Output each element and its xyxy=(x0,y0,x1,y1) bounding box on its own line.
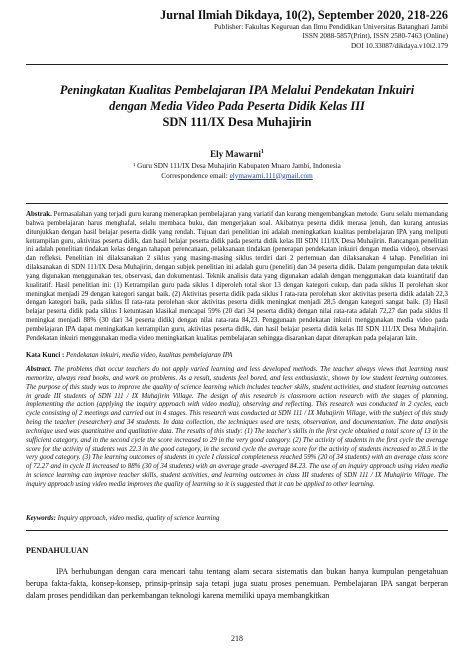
abstract-label: Abstract. xyxy=(26,366,52,373)
page-number: 218 xyxy=(231,634,243,643)
abstract-text: The problems that occur teachers do not apply varied learning and less developed methods. The teacher always views that learning must memorize, always read books, and work on problems. As a result, students feel bored, and less enthusiastic, shown by low student learning outcomes. The purpose of this study was to improve the quality of science learning which includes teacher skills, student activities, and student learning outcomes in grade III students of SDN 111 / IX Muhajirin Village. The design of this research is classroom action research with the stages of planning, implementing the action (applying the inquiry approach with video media), observing and reflecting. This research was conducted in 2 cycles, each cycle consisting of 2 meetings and carried out in 4 stages. This research was conducted at SDN 111 / IX Muhajirin Village, with the subject of this study being the teacher (researcher) and 34 students. In data collection, the techniques used are tests, observation, and documentation. The data analysis technique used was quantitative and qualitative data. The results of this study: (1) The teacher's skills in the first cycle obtained a total score of 13 in the sufficient category, and in the second cycle the score increased to 29 in the very good category. (2) The activity of students in the first cycle the average score for the activity of students was 22.3 in the good category, in the second cycle the average score for the activity of students increased to 28.5 in the very good category. (3) The learning outcomes of students in cycle I classical completeness reached 59% (20 of 34 students) with an average class score of 72.27 and in cycle II increased to 88% (30 of 34 students) with an average grade -averaged 84.23. The use of an inquiry approach using video media in science learning can improve teacher skills, student activities, and learning outcomes in class III students of SDN 111 / IX Muhajirin Village. The inquiry approach using video media improves the quality of learning so it is suggested that it can be applied to other learning. xyxy=(26,366,448,488)
header-divider xyxy=(26,64,448,65)
title-line-1: Peningkatan Kualitas Pembelajaran IPA Melalui Pendekatan Inkuiri xyxy=(59,83,415,97)
abstract-block xyxy=(26,366,448,490)
keywords-block xyxy=(26,515,448,524)
correspondence-line xyxy=(0,172,474,182)
keywords-text: Inquiry approach, video media, quality of science learning xyxy=(57,515,220,522)
correspondence-email-link[interactable]: elymawarni.111@gmail.com xyxy=(229,171,313,180)
abstract-top-divider xyxy=(26,203,448,204)
journal-header xyxy=(18,8,448,51)
section-heading: PENDAHULUAN xyxy=(26,546,89,555)
title-line-2: dengan Media Video Pada Peserta Didik Kelas III xyxy=(109,99,365,114)
kata-kunci-label: Kata Kunci : xyxy=(26,352,65,359)
abstrak-block xyxy=(26,211,448,344)
journal-title: Jurnal Ilmiah Dikdaya, 10(2), September 2020, 218-226 xyxy=(160,8,448,22)
author-name-text: Ely Mawarni xyxy=(210,149,261,159)
author-superscript: 1 xyxy=(260,149,264,155)
journal-publisher: Publisher: Fakultas Keguruan dan Ilmu Pendidikan Universitas Batanghari Jambi xyxy=(214,23,448,31)
affiliation-text: ¹ Guru SDN 111/IX Desa Muhajirin Kabupaten Muaro Jambi, Indonesia xyxy=(133,162,341,170)
author-affiliation xyxy=(0,162,474,181)
abstrak-label: Abstrak. xyxy=(26,211,52,218)
abstrak-text: Permasalahan yang terjadi guru kurang menerapkan pembelajaran yang variatif dan kurang mengembangkan metode. Guru selalu memandang bahwa pembelajaran harus menghafal, selalu membaca buku, dan mengerjakan soal. Akibatnya peserta didik merasa jenuh, dan kurang antusias ditunjukkan dengan hasil belajar peserta didik yang rendah. Tujuan dari penelitian ini adalah meningkatkan kualitas pembelajaran IPA yang meliputi ketrampilan guru, aktivitas peserta didik, dan hasil belajar peserta didik pada peserta didik kelas III SDN 111/IX Desa Muhajirin. Rancangan penelitian ini adalah penelitian tindakan kelas dengan tahapan perencanaan, pelaksanaan tindakan (penerapan pendekatan inkuiri dengan media video), observasi dan refleksi. Penelitian ini dilaksanakan 2 siklus yang masing-masing siklus terdiri dari 2 pertemuan dan dilaksanakan 4 tahap. Penelitian ini dilaksanakan di SDN 111/IX Desa Muhajirin, dengan subjek penelitian ini adalah guru (peneliti) dan 34 peserta didik. Dalam pengumpulan data teknik yang digunakan menggunakan tes, observasi, dan dokumentasi. Teknik analisis data yang digunakan adalah dengan menggunakan data kuantitatif dan kualitatif. Hasil penelitian ini: (1) Ketrampilan guru pada siklus I diperoleh total skor 13 dengan kategori cukup, dan pada siklus II perolehan skor meningkat menjadi 29 dengan kategori sangat baik. (2) Aktivitas peserta didik pada siklus I rata-rata perolehan skor aktivitas peserta didik adalah 22,3 dengan kategori baik, pada siklus II rata-rata perolehan skor aktivitas peserta didik meningkat menjadi 28,5 dengan kategori sangat baik. (3) Hasil belajar peserta didik pada siklus I ketuntasan klasikal mencapai 59% (20 dari 34 peserta didik) dengan nilai rata-rata adalah 72,27 dan pada siklus II meningkat menjadi 88% (30 dari 34 peserta didik) dengan nilai rata-rata 84,23. Penggunaan pendekatan inkuiri menggunakan media video pada pembelajaran IPA dapat meningkatkan ketrampilan guru, aktivitas peserta didik, dan hasil belajar peserta didik kelas III SDN 111/IX Desa Muhajirin. Pendekatan inkuiri menggunakan media video meningkatkan kualitas pembelajaran sehingga disarankan dapat diterapkan pada pelajaran lain. xyxy=(26,211,448,342)
kata-kunci-text: Pendekatan inkuiri, media video, kualitas pembelajaran IPA xyxy=(66,352,233,359)
title-line-3: SDN 111/IX Desa Muhajirin xyxy=(162,115,312,130)
author-name xyxy=(0,149,474,159)
section-body: IPA berhubungan dengan cara mencari tahu tentang alam secara sistematis dan bukan hanya kumpulan pengetahuan berupa fakta-fakta, konsep-konsep, prinsip-prinsip saja tetapi juga suatu proses penemuan. Pembelajaran IPA sangat berperan dalam proses pendidikan dan perkembangan teknologi karena memiliki upaya membangkitkan xyxy=(26,567,448,600)
article-title xyxy=(26,82,448,131)
journal-doi: DOI 10.33087/dikdaya.v10i2.179 xyxy=(350,41,448,50)
kata-kunci-block xyxy=(26,352,448,361)
journal-issn: ISSN 2088-5857(Print), ISSN 2580-7463 (Online) xyxy=(302,32,448,41)
correspondence-label: Correspondence email: xyxy=(161,171,228,180)
abstract-bottom-divider xyxy=(26,530,448,531)
keywords-label: Keywords: xyxy=(26,515,56,522)
